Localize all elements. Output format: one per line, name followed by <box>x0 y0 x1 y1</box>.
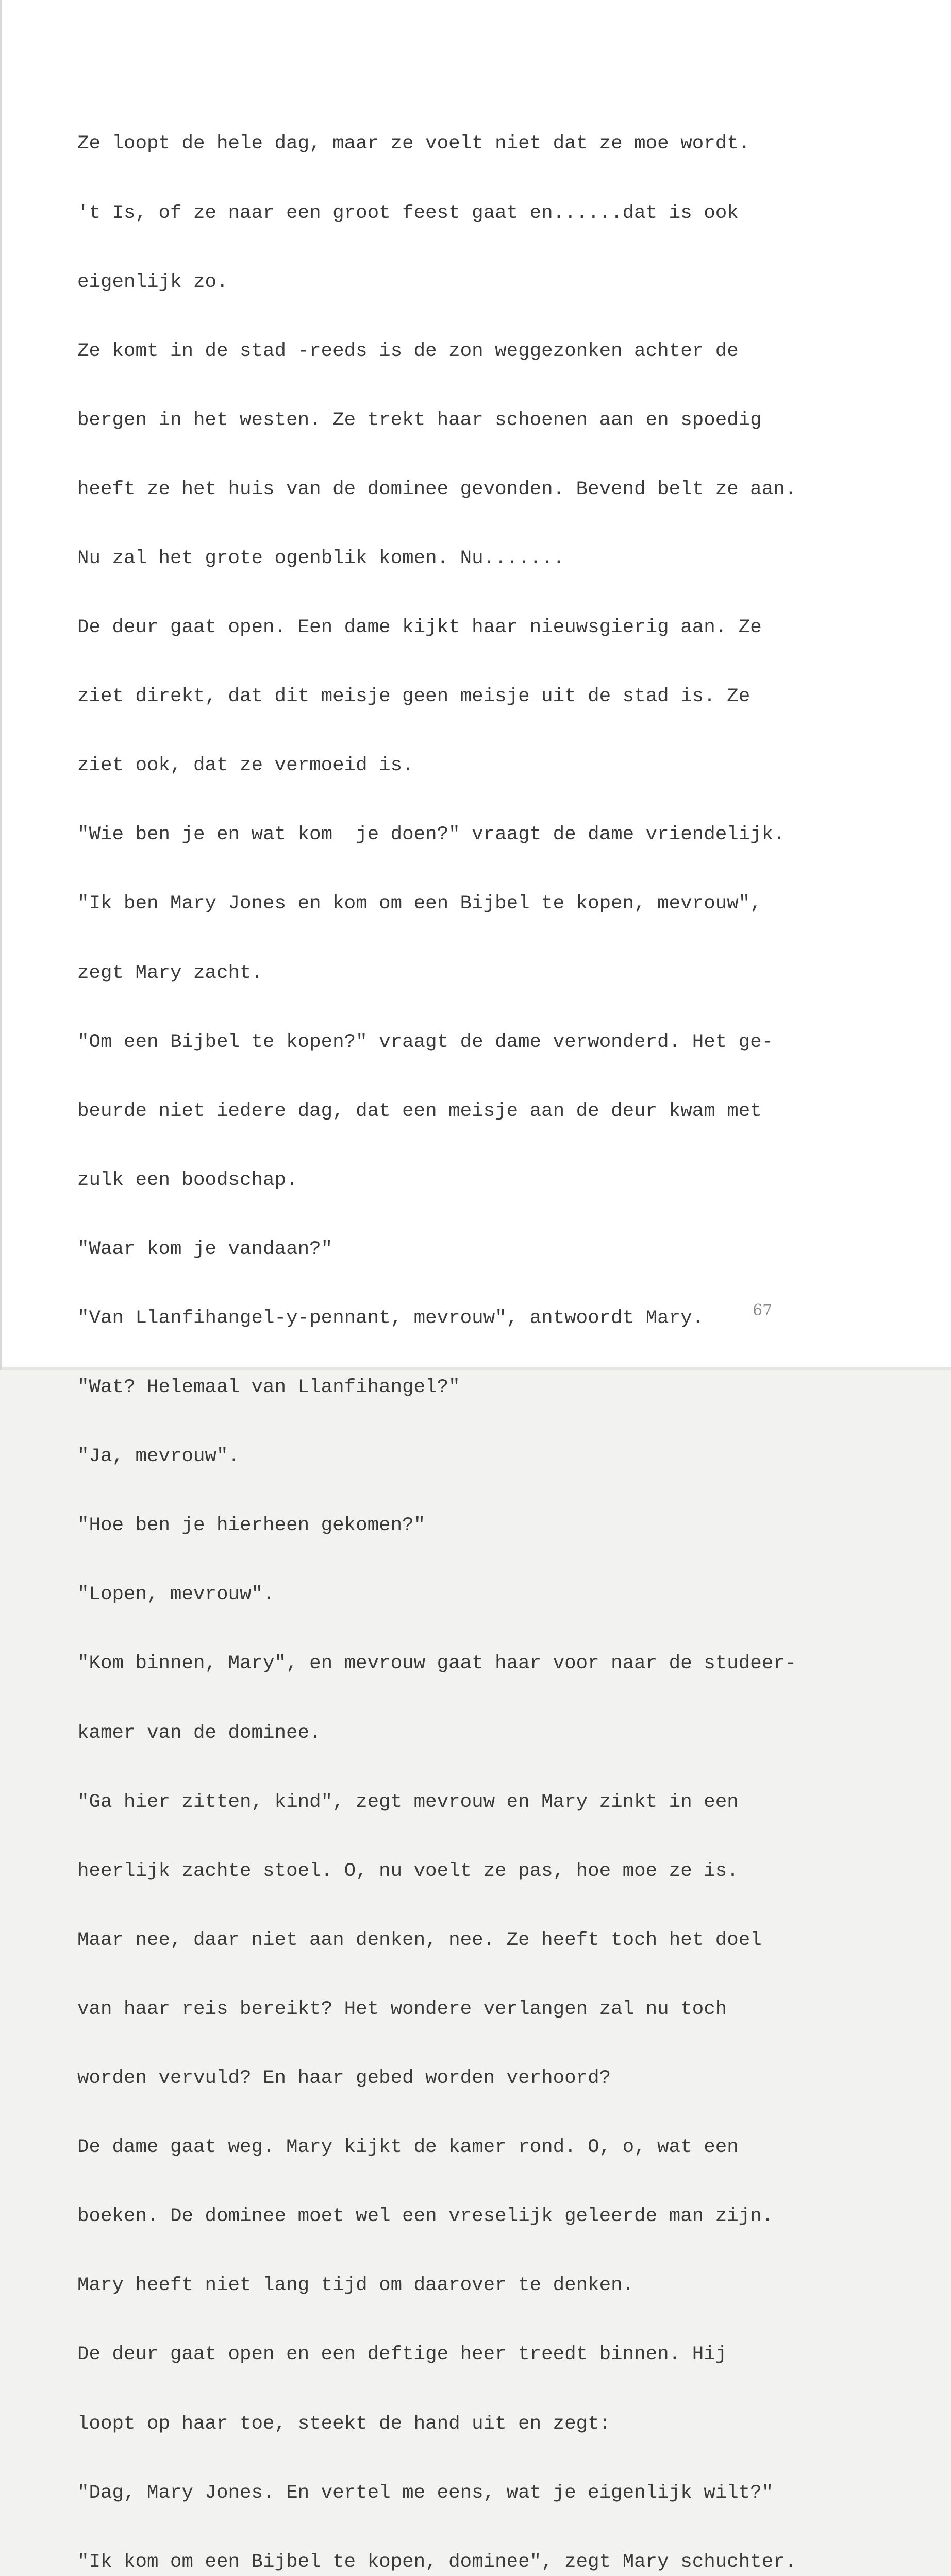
text-line-2: 't Is, of ze naar een groot feest gaat en......dat is ook <box>77 202 739 224</box>
text-line-19: "Wat? Helemaal van Llanfihangel?" <box>77 1377 460 1399</box>
text-line-32: Mary heeft niet lang tijd om daarover te denken. <box>77 2275 635 2297</box>
text-line-1: Ze loopt de hele dag, maar ze voelt niet dat ze moe wordt. <box>77 133 750 155</box>
text-line-18: "Van Llanfihangel-y-pennant, mevrouw", antwoordt Mary. <box>77 1308 704 1329</box>
text-line-13: zegt Mary zacht. <box>77 962 263 984</box>
text-line-20: "Ja, mevrouw". <box>77 1446 240 1468</box>
text-line-27: Maar nee, daar niet aan denken, nee. Ze heeft toch het doel <box>77 1929 762 1951</box>
text-line-9: ziet direkt, dat dit meisje geen meisje uit de stad is. Ze <box>77 686 750 708</box>
text-line-17: "Waar kom je vandaan?" <box>77 1238 333 1260</box>
text-line-25: "Ga hier zitten, kind", zegt mevrouw en Mary zinkt in een <box>77 1791 739 1813</box>
text-line-23: "Kom binnen, Mary", en mevrouw gaat haar voor naar de studeer- <box>77 1653 797 1675</box>
text-line-21: "Hoe ben je hierheen gekomen?" <box>77 1515 426 1537</box>
text-line-8: De deur gaat open. Een dame kijkt haar nieuwsgierig aan. Ze <box>77 617 762 639</box>
text-line-15: beurde niet iedere dag, dat een meisje aan de deur kwam met <box>77 1100 762 1122</box>
text-line-10: ziet ook, dat ze vermoeid is. <box>77 755 414 777</box>
text-line-12: "Ik ben Mary Jones en kom om een Bijbel te kopen, mevrouw", <box>77 893 762 915</box>
text-line-5: bergen in het westen. Ze trekt haar schoenen aan en spoedig <box>77 409 762 431</box>
text-line-22: "Lopen, mevrouw". <box>77 1584 275 1606</box>
body-text <box>77 87 923 2576</box>
text-line-3: eigenlijk zo. <box>77 271 228 293</box>
text-line-34: loopt op haar toe, steekt de hand uit en zegt: <box>77 2413 611 2435</box>
text-line-11: "Wie ben je en wat kom je doen?" vraagt de dame vriendelijk. <box>77 824 785 846</box>
text-line-6: heeft ze het huis van de dominee gevonden. Bevend belt ze aan. <box>77 478 797 500</box>
text-line-33: De deur gaat open en een deftige heer treedt binnen. Hij <box>77 2344 727 2366</box>
text-line-31: boeken. De dominee moet wel een vreselijk geleerde man zijn. <box>77 2206 774 2228</box>
text-line-7: Nu zal het grote ogenblik komen. Nu....... <box>77 547 565 569</box>
text-line-4: Ze komt in de stad -reeds is de zon weggezonken achter de <box>77 340 739 362</box>
page-number: 67 <box>753 1301 773 1319</box>
text-line-29: worden vervuld? En haar gebed worden verhoord? <box>77 2067 611 2090</box>
text-line-28: van haar reis bereikt? Het wondere verlangen zal nu toch <box>77 1998 727 2020</box>
text-line-26: heerlijk zachte stoel. O, nu voelt ze pas, hoe moe ze is. <box>77 1860 739 1882</box>
text-line-14: "Om een Bijbel te kopen?" vraagt de dame verwonderd. Het ge- <box>77 1031 774 1053</box>
text-line-36: "Ik kom om een Bijbel te kopen, dominee", zegt Mary schuchter. <box>77 2551 797 2573</box>
text-line-30: De dame gaat weg. Mary kijkt de kamer rond. O, o, wat een <box>77 2137 739 2159</box>
text-line-24: kamer van de dominee. <box>77 1722 321 1744</box>
text-line-16: zulk een boodschap. <box>77 1169 298 1191</box>
text-line-35: "Dag, Mary Jones. En vertel me eens, wat je eigenlijk wilt?" <box>77 2482 774 2504</box>
